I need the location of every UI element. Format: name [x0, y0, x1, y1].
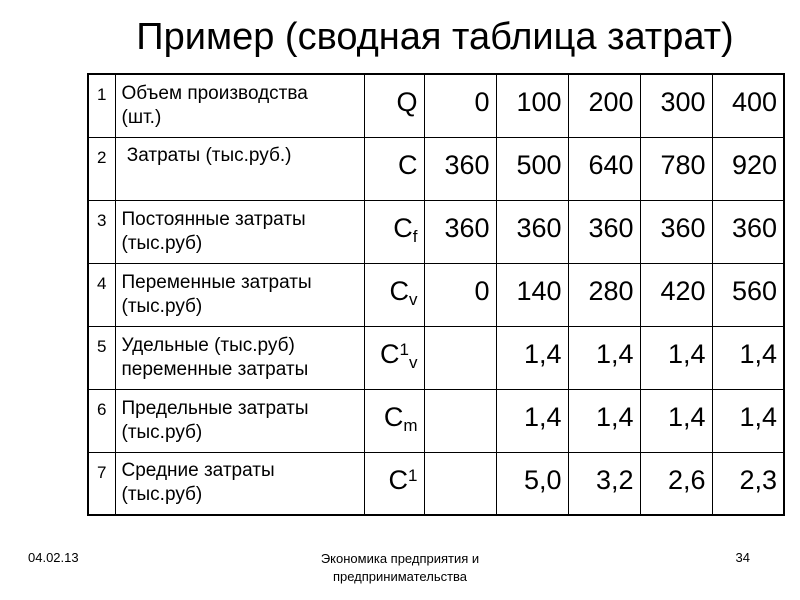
indicator-symbol — [364, 326, 424, 389]
indicator-name — [115, 263, 364, 326]
value-cell: 100 — [496, 74, 568, 137]
table-row — [88, 389, 784, 452]
symbol-superscript: 1 — [399, 339, 409, 359]
value-cell: 200 — [568, 74, 640, 137]
row-number: 3 — [88, 200, 115, 263]
table-row — [88, 74, 784, 137]
table-row — [88, 326, 784, 389]
value-cell: 360 — [424, 200, 496, 263]
value-cell: 360 — [640, 200, 712, 263]
value-cell: 360 — [496, 200, 568, 263]
indicator-name — [115, 452, 364, 515]
indicator-name-line1: Удельные (тыс.руб) — [121, 334, 295, 356]
value-cell: 500 — [496, 137, 568, 200]
indicator-name-line2: (тыс.руб) — [121, 232, 203, 254]
indicator-name-line1: Средние затраты — [121, 460, 275, 482]
value-cell: 280 — [568, 263, 640, 326]
indicator-name-line1: Затраты (тыс.руб.) — [121, 144, 292, 166]
value-cell: 0 — [424, 263, 496, 326]
table-row — [88, 200, 784, 263]
indicator-name — [115, 74, 364, 137]
value-cell: 640 — [568, 137, 640, 200]
cost-summary-table — [87, 73, 785, 516]
value-cell: 360 — [424, 137, 496, 200]
row-number: 5 — [88, 326, 115, 389]
value-cell: 1,4 — [712, 389, 784, 452]
row-number: 2 — [88, 137, 115, 200]
value-cell: 5,0 — [496, 452, 568, 515]
value-cell: 3,2 — [568, 452, 640, 515]
indicator-name — [115, 200, 364, 263]
value-cell: 2,6 — [640, 452, 712, 515]
indicator-name-line1: Объем производства — [121, 82, 308, 104]
value-cell: 360 — [568, 200, 640, 263]
indicator-symbol — [364, 263, 424, 326]
table-body — [88, 74, 784, 515]
value-cell: 400 — [712, 74, 784, 137]
table-row — [88, 452, 784, 515]
value-cell: 1,4 — [712, 326, 784, 389]
value-cell — [424, 326, 496, 389]
footer-date: 04.02.13 — [28, 550, 79, 565]
symbol-subscript: v — [409, 352, 418, 372]
value-cell: 0 — [424, 74, 496, 137]
row-number: 4 — [88, 263, 115, 326]
symbol-base: C — [383, 401, 404, 432]
indicator-name-line2: (тыс.руб) — [121, 421, 203, 443]
row-number: 1 — [88, 74, 115, 137]
value-cell: 1,4 — [640, 326, 712, 389]
symbol-base: C — [398, 149, 418, 180]
indicator-symbol — [364, 137, 424, 200]
value-cell: 1,4 — [568, 389, 640, 452]
indicator-name-line1: Переменные затраты — [121, 271, 312, 293]
value-cell — [424, 452, 496, 515]
symbol-base: Q — [396, 87, 418, 117]
value-cell: 140 — [496, 263, 568, 326]
table-row — [88, 137, 784, 200]
indicator-symbol — [364, 200, 424, 263]
symbol-base: C — [389, 275, 409, 306]
symbol-base: C — [393, 212, 413, 243]
indicator-symbol — [364, 389, 424, 452]
indicator-name-line1: Предельные затраты — [121, 397, 309, 419]
value-cell: 2,3 — [712, 452, 784, 515]
slide-title: Пример (сводная таблица затрат) — [136, 16, 734, 58]
value-cell: 1,4 — [640, 389, 712, 452]
value-cell: 780 — [640, 137, 712, 200]
table-row — [88, 263, 784, 326]
footer-subject-line2: предпринимательства — [332, 569, 468, 584]
indicator-symbol — [364, 452, 424, 515]
symbol-subscript: m — [403, 415, 418, 435]
value-cell — [424, 389, 496, 452]
indicator-name — [115, 326, 364, 389]
footer-subject — [250, 550, 550, 586]
value-cell: 360 — [712, 200, 784, 263]
symbol-base: C — [388, 464, 409, 495]
value-cell: 1,4 — [496, 326, 568, 389]
symbol-base: C — [380, 338, 400, 369]
indicator-name-line1: Постоянные затраты — [121, 208, 306, 230]
row-number: 7 — [88, 452, 115, 515]
indicator-symbol — [364, 74, 424, 137]
value-cell: 1,4 — [496, 389, 568, 452]
footer-subject-line1: Экономика предприятия и — [320, 551, 480, 566]
value-cell: 1,4 — [568, 326, 640, 389]
value-cell: 420 — [640, 263, 712, 326]
symbol-superscript: 1 — [408, 465, 418, 485]
value-cell: 300 — [640, 74, 712, 137]
indicator-name — [115, 389, 364, 452]
indicator-name — [115, 137, 364, 200]
value-cell: 560 — [712, 263, 784, 326]
footer-page-number: 34 — [735, 550, 750, 565]
indicator-name-line2: переменные затраты — [121, 358, 309, 380]
value-cell: 920 — [712, 137, 784, 200]
indicator-name-line2: (шт.) — [121, 106, 162, 128]
symbol-subscript: f — [412, 226, 418, 246]
row-number: 6 — [88, 389, 115, 452]
symbol-subscript: v — [409, 289, 418, 309]
indicator-name-line2: (тыс.руб) — [121, 295, 203, 317]
indicator-name-line2: (тыс.руб) — [121, 484, 203, 506]
